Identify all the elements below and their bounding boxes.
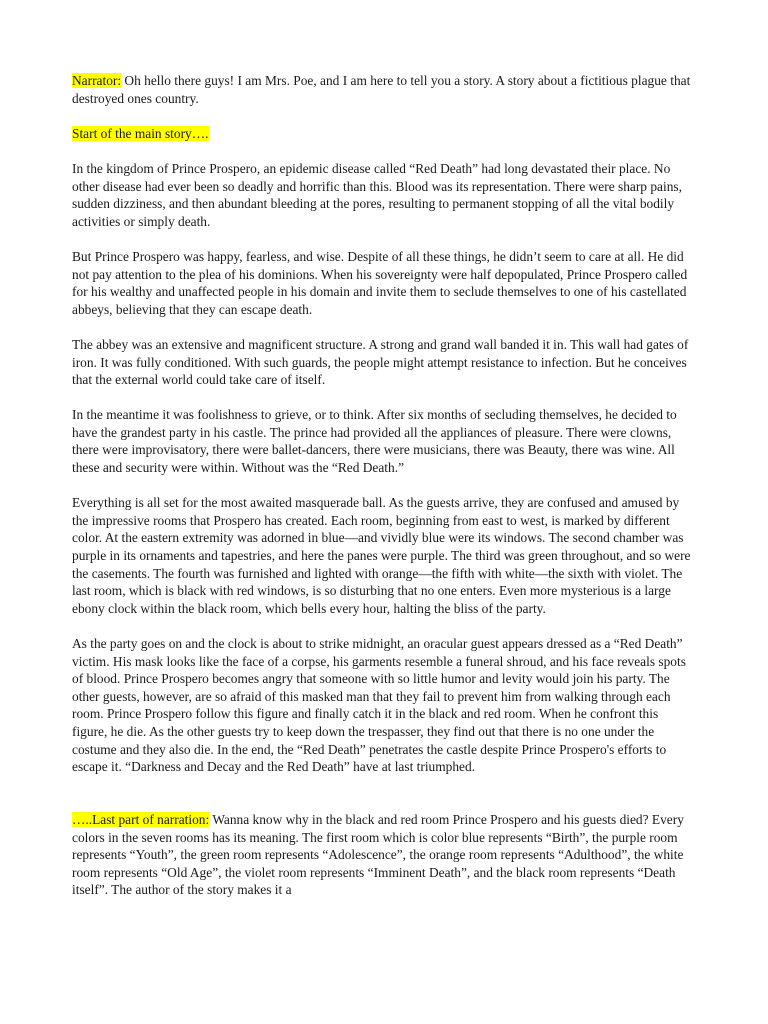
- start-label: Start of the main story….: [72, 125, 209, 141]
- last-narration-text: Wanna know why in the black and red room Prince Prospero and his guests died? Every colors in the seven rooms has its meaning. The first room which is color blue represents “Birth”, the purple room represents “Youth”, the green room represents “Adolescence”, the orange room represents “Adulthood”, the white room represents “Old Age”, the violet room represents “Imminent Death”, and the black room represents “Death itself”. The author of the story makes it a: [72, 811, 684, 898]
- paragraph-gap: [72, 793, 696, 811]
- document-page: [72, 72, 696, 917]
- narrator-label: Narrator:: [72, 73, 122, 88]
- story-paragraph-4: In the meantime it was foolishness to grieve, or to think. After six months of secluding themselves, he decided to have the grandest party in his castle. The prince had provided all the appliances of pleasure. There were clowns, there were improvisatory, there were ballet-dancers, there were musicians, there was Beauty, there was wine. All these and security were within. Without was the “Red Death.”: [72, 407, 677, 476]
- story-paragraph-6: As the party goes on and the clock is about to strike midnight, an oracular guest appears dressed as a “Red Death” victim. His mask looks like the face of a corpse, his garments resemble a funeral shroud, and his face reveals spots of blood. Prince Prospero becomes angry that someone with so little humor and levity would join his party. The other guests, however, are so afraid of this masked man that they fail to prevent him from walking through each room. Prince Prospero follow this figure and finally catch it in the black and red room. When he confront this figure, he die. As the other guests try to keep down the trespasser, they find out that there is no one under the costume and they also die. In the end, the “Red Death” penetrates the castle despite Prince Prospero's efforts to escape it. “Darkness and Decay and the Red Death” have at last triumphed.: [72, 636, 686, 775]
- last-narration-paragraph: [72, 811, 696, 899]
- story-paragraph-3: The abbey was an extensive and magnificent structure. A strong and grand wall banded it in. This wall had gates of iron. It was fully conditioned. With such guards, the people might attempt resistance to infection. But he conceives that the external world could take care of itself.: [72, 336, 689, 388]
- narrator-paragraph: [72, 72, 696, 107]
- story-paragraph-2: But Prince Prospero was happy, fearless, and wise. Despite of all these things, he didn’t seem to care at all. He did not pay attention to the plea of his dominions. When his sovereignty were half depopulated, Prince Prospero called for his wealthy and unaffected people in his domain and invite them to seclude themselves to one of his castellated abbeys, believing that they can escape death.: [72, 248, 688, 317]
- last-narration-label: …..Last part of narration:: [72, 811, 210, 827]
- story-paragraph-1: In the kingdom of Prince Prospero, an epidemic disease called “Red Death” had long devastated their place. No other disease had ever been so deadly and horrific than this. Blood was its representation. There were sharp pains, sudden dizziness, and then abundant bleeding at the pores, resulting to permanent stopping of all the vital bodily activities or simply death.: [72, 160, 682, 229]
- narrator-text: Oh hello there guys! I am Mrs. Poe, and I am here to tell you a story. A story about a fictitious plague that destroyed ones country.: [72, 73, 691, 106]
- start-paragraph: [72, 125, 696, 143]
- story-paragraph-5: Everything is all set for the most awaited masquerade ball. As the guests arrive, they are confused and amused by the impressive rooms that Prospero has created. Each room, beginning from east to west, is marked by different color. At the eastern extremity was adorned in blue—and vividly blue were its windows. The second chamber was purple in its ornaments and tapestries, and here the panes were purple. The third was green throughout, and so were the casements. The fourth was furnished and lighted with orange—the fifth with white—the sixth with violet. The last room, which is black with red windows, is so disturbing that no one enters. Even more mysterious is a large ebony clock within the black room, which bells every hour, halting the bliss of the party.: [72, 495, 691, 616]
